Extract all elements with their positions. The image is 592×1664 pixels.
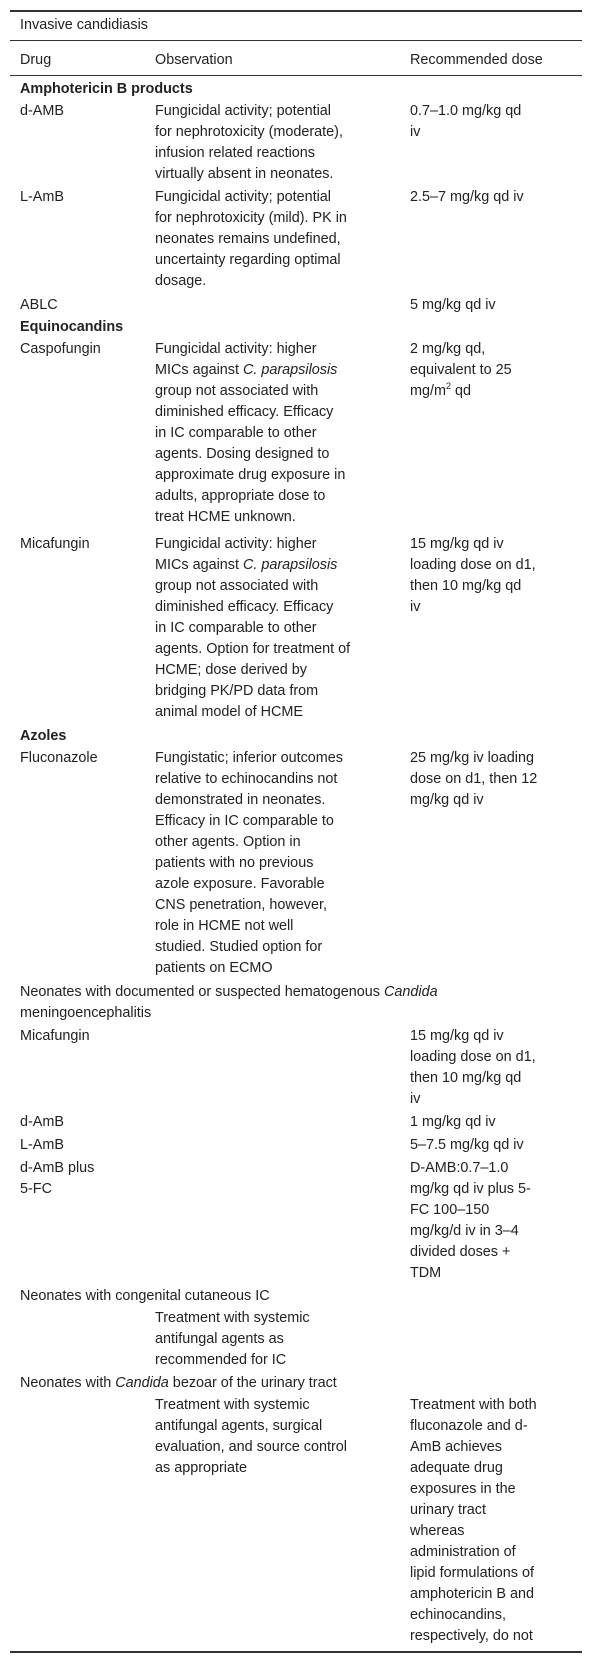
header-rule xyxy=(10,75,582,76)
observation-line: treat HCME unknown. xyxy=(155,509,296,525)
observation-line: uncertainty regarding optimal xyxy=(155,252,341,268)
dose-line: adequate drug xyxy=(410,1460,503,1476)
dose-line: lipid formulations of xyxy=(410,1565,534,1581)
species-name: C. parapsilosis xyxy=(242,362,338,378)
observation-line: group not associated with xyxy=(155,578,319,594)
dose-line: Treatment with both xyxy=(410,1397,537,1413)
drug-name: Micafungin xyxy=(20,1028,90,1044)
drug-name: d-AmB plus xyxy=(20,1160,95,1176)
drug-name: L-AmB xyxy=(20,189,64,205)
observation-line: Treatment with systemic xyxy=(155,1397,310,1413)
dose-line: then 10 mg/kg qd xyxy=(410,578,522,594)
column-header-dose: Recommended dose xyxy=(410,52,543,68)
genus-name: Candida xyxy=(384,984,438,1000)
observation-line: Efficacy in IC comparable to xyxy=(155,813,334,829)
column-header-observation: Observation xyxy=(155,52,233,68)
section-heading-amphotericin: Amphotericin B products xyxy=(20,81,193,97)
dose-line: TDM xyxy=(410,1265,442,1281)
observation-line: virtually absent in neonates. xyxy=(155,166,334,182)
observation-line: neonates remains undefined, xyxy=(155,231,341,247)
dose-line: echinocandins, xyxy=(410,1607,507,1623)
dose-line: amphotericin B and xyxy=(410,1586,534,1602)
observation-line: relative to echinocandins not xyxy=(155,771,338,787)
dose-line: mg/kg/d iv in 3–4 xyxy=(410,1223,519,1239)
drug-name: d-AMB xyxy=(20,103,64,119)
caption-rule xyxy=(10,40,582,41)
observation-line: MICs against C. parapsilosis xyxy=(155,362,338,378)
observation-line: azole exposure. Favorable xyxy=(155,876,325,892)
observation-line: dosage. xyxy=(155,273,207,289)
dose-line: mg/kg qd iv plus 5- xyxy=(410,1181,531,1197)
section-heading-azoles: Azoles xyxy=(20,728,67,744)
dose-line: dose on d1, then 12 xyxy=(410,771,538,787)
drug-name: Micafungin xyxy=(20,536,90,552)
observation-line: evaluation, and source control xyxy=(155,1439,347,1455)
drug-name: Fluconazole xyxy=(20,750,98,766)
dose-line: D-AMB:0.7–1.0 xyxy=(410,1160,509,1176)
drug-name: L-AmB xyxy=(20,1137,64,1153)
dose-line: 2.5–7 mg/kg qd iv xyxy=(410,189,524,205)
observation-line: group not associated with xyxy=(155,383,319,399)
observation-line: in IC comparable to other xyxy=(155,620,317,636)
dose-line: loading dose on d1, xyxy=(410,557,536,573)
drug-name: 5-FC xyxy=(20,1181,52,1197)
dose-line: iv xyxy=(410,124,421,140)
dose-line: 15 mg/kg qd iv xyxy=(410,1028,504,1044)
observation-line: approximate drug exposure in xyxy=(155,467,346,483)
section-heading-congenital: Neonates with congenital cutaneous IC xyxy=(20,1288,270,1304)
observation-line: studied. Studied option for xyxy=(155,939,323,955)
top-rule xyxy=(10,10,582,12)
dose-line: fluconazole and d- xyxy=(410,1418,528,1434)
drug-name: Caspofungin xyxy=(20,341,101,357)
observation-line: in IC comparable to other xyxy=(155,425,317,441)
dose-line: 5–7.5 mg/kg qd iv xyxy=(410,1137,524,1153)
dose-line: exposures in the xyxy=(410,1481,516,1497)
dose-line: loading dose on d1, xyxy=(410,1049,536,1065)
table-caption: Invasive candidiasis xyxy=(20,17,148,33)
observation-line: Treatment with systemic xyxy=(155,1310,310,1326)
observation-line: bridging PK/PD data from xyxy=(155,683,319,699)
genus-name: Candida xyxy=(115,1375,169,1391)
bottom-rule xyxy=(10,1651,582,1653)
observation-line: agents. Dosing designed to xyxy=(155,446,330,462)
observation-line: adults, appropriate dose to xyxy=(155,488,326,504)
observation-line: role in HCME not well xyxy=(155,918,294,934)
dose-line: iv xyxy=(410,599,421,615)
dose-line: iv xyxy=(410,1091,421,1107)
drug-name: d-AmB xyxy=(20,1114,64,1130)
dose-line: $mg/m^2$ qd xyxy=(410,381,472,399)
dose-line: 0.7–1.0 mg/kg qd xyxy=(410,103,522,119)
observation-line: diminished efficacy. Efficacy xyxy=(155,404,334,420)
dose-line: 15 mg/kg qd iv xyxy=(410,536,504,552)
observation-line: agents. Option for treatment of xyxy=(155,641,351,657)
section-heading-hcme: Neonates with documented or suspected hematogenous Candida xyxy=(20,984,438,1000)
observation-line: for nephrotoxicity (moderate), xyxy=(155,124,343,140)
dose-line: respectively, do not xyxy=(410,1628,533,1644)
section-heading-bezoar: Neonates with Candida bezoar of the urinary tract xyxy=(20,1375,337,1391)
observation-line: Fungicidal activity: higher xyxy=(155,536,317,552)
observation-line: infusion related reactions xyxy=(155,145,315,161)
observation-line: diminished efficacy. Efficacy xyxy=(155,599,334,615)
observation-line: other agents. Option in xyxy=(155,834,301,850)
dose-line: AmB achieves xyxy=(410,1439,502,1455)
observation-line: recommended for IC xyxy=(155,1352,287,1368)
dose-line: 2 mg/kg qd, xyxy=(410,341,486,357)
dose-line: then 10 mg/kg qd xyxy=(410,1070,522,1086)
column-header-drug: Drug xyxy=(20,52,52,68)
dose-line: whereas xyxy=(410,1523,465,1539)
superscript: 2 xyxy=(445,381,451,392)
observation-line: CNS penetration, however, xyxy=(155,897,327,913)
section-heading-equinocandins: Equinocandins xyxy=(20,319,124,335)
observation-line: Fungicidal activity; potential xyxy=(155,189,331,205)
observation-line: antifungal agents as xyxy=(155,1331,284,1347)
observation-line: Fungistatic; inferior outcomes xyxy=(155,750,343,766)
dose-line: administration of xyxy=(410,1544,516,1560)
observation-line: MICs against C. parapsilosis xyxy=(155,557,338,573)
observation-line: HCME; dose derived by xyxy=(155,662,307,678)
species-name: C. parapsilosis xyxy=(242,557,338,573)
drug-name: ABLC xyxy=(20,297,58,313)
observation-line: for nephrotoxicity (mild). PK in xyxy=(155,210,347,226)
observation-line: patients with no previous xyxy=(155,855,314,871)
observation-line: antifungal agents, surgical xyxy=(155,1418,323,1434)
dose-line: equivalent to 25 xyxy=(410,362,512,378)
observation-line: demonstrated in neonates. xyxy=(155,792,326,808)
dose-line: mg/kg qd iv xyxy=(410,792,484,808)
section-heading-hcme-cont: meningoencephalitis xyxy=(20,1005,152,1021)
dose-line: urinary tract xyxy=(410,1502,486,1518)
observation-line: animal model of HCME xyxy=(155,704,303,720)
observation-line: Fungicidal activity: higher xyxy=(155,341,317,357)
observation-line: patients on ECMO xyxy=(155,960,273,976)
dose-line: 25 mg/kg iv loading xyxy=(410,750,534,766)
dose-line: 5 mg/kg qd iv xyxy=(410,297,496,313)
observation-line: Fungicidal activity; potential xyxy=(155,103,331,119)
dose-line: 1 mg/kg qd iv xyxy=(410,1114,496,1130)
dose-line: divided doses + xyxy=(410,1244,511,1260)
observation-line: as appropriate xyxy=(155,1460,248,1476)
dose-line: FC 100–150 xyxy=(410,1202,490,1218)
